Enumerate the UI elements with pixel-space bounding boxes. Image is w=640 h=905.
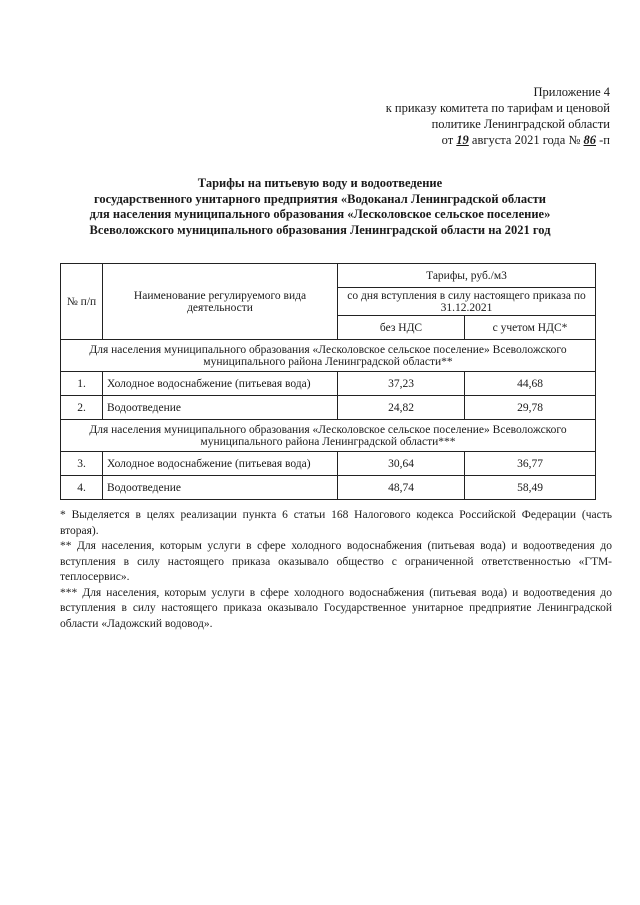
table-header-row bbox=[61, 264, 596, 288]
row-no-vat: 48,74 bbox=[338, 476, 465, 500]
row-num: 1. bbox=[61, 372, 103, 396]
group-1-label: Для населения муниципального образования «Лесколовское сельское поселение» Всеволожского муниципального района Ленинградской области** bbox=[61, 340, 596, 372]
row-with-vat: 36,77 bbox=[465, 452, 596, 476]
row-num: 4. bbox=[61, 476, 103, 500]
group-2-label: Для населения муниципального образования «Лесколовское сельское поселение» Всеволожского муниципального района Ленинградской области*** bbox=[61, 420, 596, 452]
row-with-vat: 44,68 bbox=[465, 372, 596, 396]
row-name: Холодное водоснабжение (питьевая вода) bbox=[103, 372, 338, 396]
appendix-header bbox=[360, 84, 610, 148]
header-tariffs: Тарифы, руб./м3 bbox=[338, 264, 596, 288]
table-row bbox=[61, 396, 596, 420]
row-with-vat: 58,49 bbox=[465, 476, 596, 500]
appendix-number: Приложение 4 bbox=[533, 85, 610, 99]
table-row bbox=[61, 476, 596, 500]
title-line-3: для населения муниципального образования «Лесколовское сельское поселение» bbox=[89, 207, 551, 221]
header-period: со дня вступления в силу настоящего приказа по 31.12.2021 bbox=[338, 288, 596, 316]
table-row bbox=[61, 452, 596, 476]
header-num: № п/п bbox=[61, 264, 103, 340]
header-no-vat: без НДС bbox=[338, 316, 465, 340]
appendix-order-ref: к приказу комитета по тарифам и ценовой bbox=[385, 101, 610, 115]
row-num: 3. bbox=[61, 452, 103, 476]
group-row bbox=[61, 420, 596, 452]
footnote-3: *** Для населения, которым услуги в сфере холодного водоснабжения (питьевая вода) и водоотведения до вступления в силу настоящего приказа оказывало Государственное унитарное предприятие Ленинградской области «Ладожский водовод». bbox=[60, 586, 612, 630]
date-suffix: -п bbox=[596, 133, 610, 147]
table-row bbox=[61, 372, 596, 396]
title-line-4: Всеволожского муниципального образования Ленинградской области на 2021 год bbox=[89, 222, 551, 237]
footnotes bbox=[60, 508, 612, 632]
date-day: 19 bbox=[456, 133, 469, 147]
row-with-vat: 29,78 bbox=[465, 396, 596, 420]
tariff-table bbox=[60, 263, 596, 500]
group-row bbox=[61, 340, 596, 372]
header-with-vat: с учетом НДС* bbox=[465, 316, 596, 340]
document-title bbox=[40, 176, 600, 238]
appendix-committee: политике Ленинградской области bbox=[431, 117, 610, 131]
row-no-vat: 30,64 bbox=[338, 452, 465, 476]
row-name: Холодное водоснабжение (питьевая вода) bbox=[103, 452, 338, 476]
footnote-2: ** Для населения, которым услуги в сфере холодного водоснабжения (питьевая вода) и водоотведения до вступления в силу настоящего приказа оказывало общество с ограниченной ответственностью «ГТМ-теплосервис». bbox=[60, 540, 612, 583]
title-line-2: государственного унитарного предприятия «Водоканал Ленинградской области bbox=[93, 191, 547, 206]
footnote-1: * Выделяется в целях реализации пункта 6 статьи 168 Налогового кодекса Российской Федерации (часть вторая). bbox=[60, 509, 612, 537]
row-no-vat: 24,82 bbox=[338, 396, 465, 420]
row-num: 2. bbox=[61, 396, 103, 420]
row-no-vat: 37,23 bbox=[338, 372, 465, 396]
date-middle: августа 2021 года № bbox=[468, 133, 584, 147]
row-name: Водоотведение bbox=[103, 476, 338, 500]
doc-number: 86 bbox=[583, 133, 597, 147]
date-prefix: от bbox=[441, 133, 457, 147]
title-line-1: Тарифы на питьевую воду и водоотведение bbox=[197, 176, 443, 190]
appendix-date-line bbox=[360, 132, 610, 148]
header-activity: Наименование регулируемого вида деятельности bbox=[103, 264, 338, 340]
row-name: Водоотведение bbox=[103, 396, 338, 420]
